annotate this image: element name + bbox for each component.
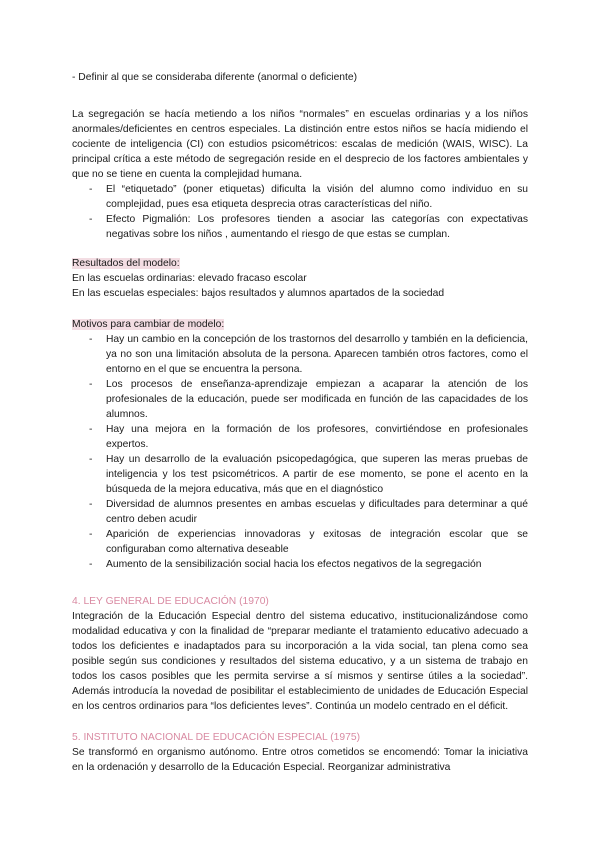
- list-item: - Hay un desarrollo de la evaluación psicopedagógica, que superen las meras pruebas de inteligencia y los test psicométricos. A partir de ese momento, se pone el acento en la búsqueda de la mejora educativa, más que en el diagnóstico: [72, 452, 528, 497]
- list-item: - Diversidad de alumnos presentes en ambas escuelas y dificultades para determinar a qué centro deben acudir: [72, 497, 528, 527]
- section-4-paragraph: Integración de la Educación Especial dentro del sistema educativo, institucionalizándose como modalidad educativa y con la finalidad de “preparar mediante el tratamiento educativo adecuado a todos los deficientes e inadaptados para su incorporación a la vida social, tan plena como sea posible según sus condiciones y resultados del sistema educativo, y a un sistema de trabajo en todos los casos posibles que les permita servirse a sí mismos y sentirse útiles a la sociedad”. Además introducía la novedad de posibilitar el establecimiento de unidades de Educación Especial en los centros ordinarios para “los deficientes leves”. Continúa un modelo centrado en el déficit.: [72, 611, 528, 712]
- results-line-special: En las escuelas especiales: bajos resultados y alumnos apartados de la sociedad: [72, 288, 445, 299]
- motives-heading-text: Motivos para cambiar de modelo:: [72, 319, 225, 330]
- motives-bullet-list: [72, 332, 528, 572]
- results-heading-text: Resultados del modelo:: [72, 258, 180, 269]
- list-item: - El “etiquetado” (poner etiquetas) dificulta la visión del alumno como individuo en su complejidad, pues esa etiqueta desprecia otras características del niño.: [72, 182, 528, 212]
- intro-line: - Definir al que se consideraba diferente (anormal o deficiente): [72, 72, 358, 83]
- list-item: - Aumento de la sensibilización social hacia los efectos negativos de la segregación: [72, 557, 528, 572]
- results-line-ordinary: En las escuelas ordinarias: elevado fracaso escolar: [72, 273, 307, 284]
- section-5-paragraph: Se transformó en organismo autónomo. Entre otros cometidos se encomendó: Tomar la iniciativa en la ordenación y desarrollo de la Educación Especial. Reorganizar administrativa: [72, 747, 528, 773]
- list-item: - Hay una mejora en la formación de los profesores, convirtiéndose en profesionales expertos.: [72, 422, 528, 452]
- segregation-paragraph: La segregación se hacía metiendo a los niños “normales” en escuelas ordinarias y a los niños anormales/deficientes en centros especiales. La distinción entre estos niños se hacía midiendo el cociente de inteligencia (CI) con estudios psicométricos: escalas de medición (WAIS, WISC). La principal crítica a este método de segregación reside en el desprecio de los factores ambientales y que no se tiene en cuenta la complejidad humana.: [72, 109, 528, 180]
- segregation-bullet-list: [72, 182, 528, 242]
- section-4-title: 4. LEY GENERAL DE EDUCACIÓN (1970): [72, 596, 269, 607]
- list-item: - Aparición de experiencias innovadoras y exitosas de integración escolar que se configuraban como alternativa deseable: [72, 527, 528, 557]
- list-item: - Hay un cambio en la concepción de los trastornos del desarrollo y también en la deficiencia, ya no son una limitación absoluta de la persona. Aparecen también otros factores, como el entorno en el que se encuentra la persona.: [72, 332, 528, 377]
- section-5-title: 5. INSTITUTO NACIONAL DE EDUCACIÓN ESPECIAL (1975): [72, 732, 361, 743]
- list-item: - Los procesos de enseñanza-aprendizaje empiezan a acaparar la atención de los profesionales de la educación, puede ser modificada en función de las capacidades de los alumnos.: [72, 377, 528, 422]
- list-item: - Efecto Pigmalión: Los profesores tienden a asociar las categorías con expectativas negativas sobre los niños , aumentando el riesgo de que estas se cumplan.: [72, 212, 528, 242]
- motives-heading: [72, 317, 528, 332]
- results-heading: [72, 256, 528, 271]
